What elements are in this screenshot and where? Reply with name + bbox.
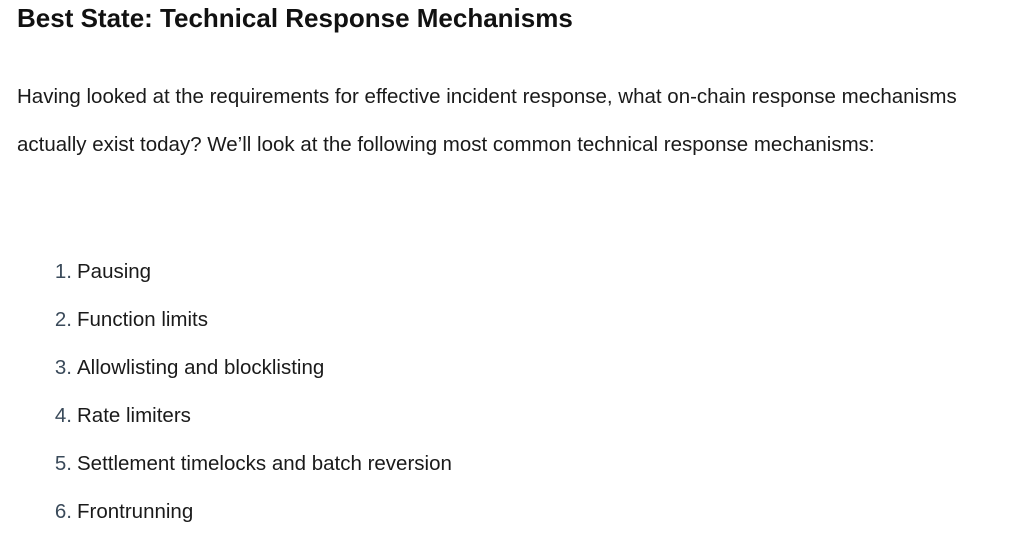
list-item-number: 3.	[54, 356, 72, 379]
list-item-text: Pausing	[77, 260, 152, 283]
list-item-number: 5.	[54, 452, 72, 475]
list-item	[17, 440, 452, 488]
list-item-text: Rate limiters	[77, 404, 191, 427]
list-item	[17, 488, 452, 536]
list-item	[17, 392, 452, 440]
list-item-text: Frontrunning	[77, 500, 194, 523]
intro-paragraph: Having looked at the requirements for effective incident response, what on-chain response mechanisms actually exist today? We’ll look at the following most common technical response mechanisms:	[17, 85, 957, 156]
list-item-number: 4.	[54, 404, 72, 427]
section-heading: Best State: Technical Response Mechanisms	[17, 3, 573, 33]
list-item-text: Allowlisting and blocklisting	[77, 356, 325, 379]
list-item	[17, 344, 452, 392]
list-item-number: 1.	[54, 260, 72, 283]
mechanisms-list	[17, 248, 452, 536]
list-item	[17, 248, 452, 296]
list-item-number: 2.	[54, 308, 72, 331]
list-item-number: 6.	[54, 500, 72, 523]
list-item-text: Settlement timelocks and batch reversion	[77, 452, 452, 475]
list-item	[17, 296, 452, 344]
list-item-text: Function limits	[77, 308, 209, 331]
